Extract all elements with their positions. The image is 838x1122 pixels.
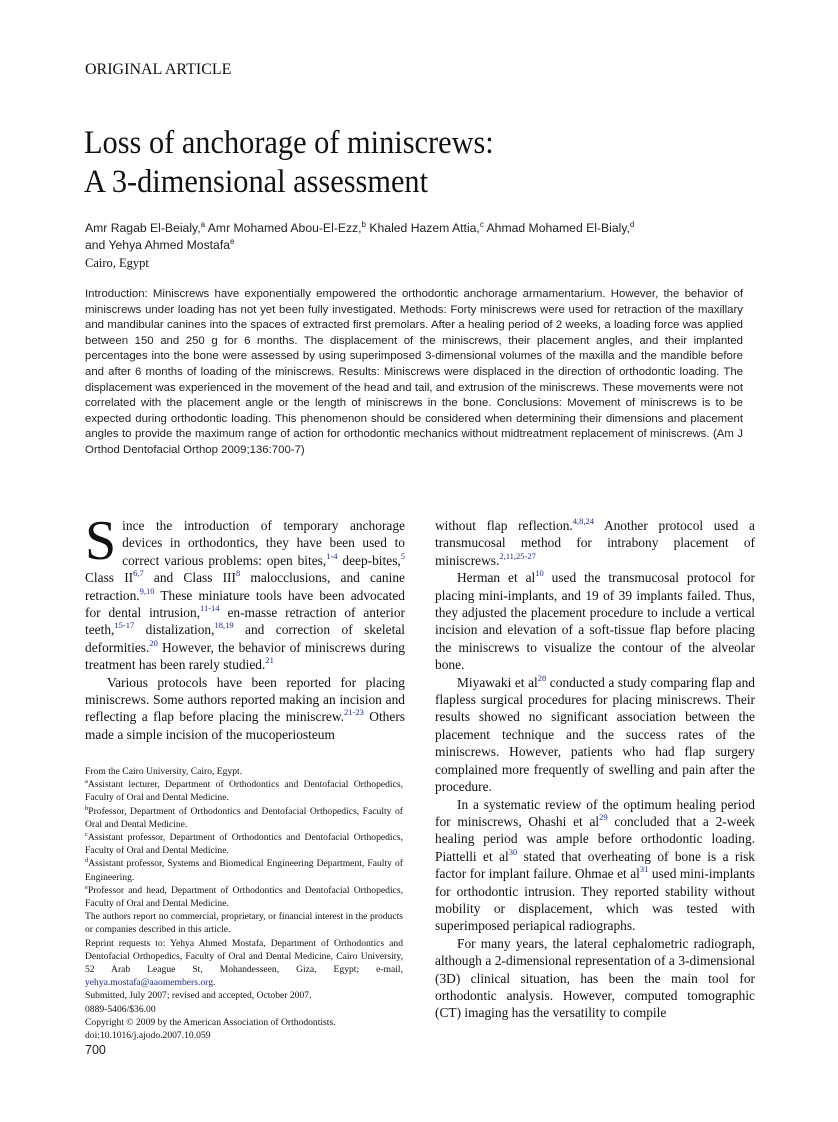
paragraph: without flap reflection.$^{4,8,24}$ Another protocol used a transmucosal method for intrabony placement of miniscrews.$^{2,11,25-27}$ [435, 516, 755, 568]
footnote-affiliation: $^c$Assistant professor, Department of Orthodontics and Dentofacial Orthopedics, Faculty of Oral and Dental Medicine. [85, 831, 403, 857]
paragraph: In a systematic review of the optimum healing period for miniscrews, Ohashi et al$^{29}$ concluded that a 2-week healing period was ample before orthodontic loading. Piattelli et al$^{30}$ stated that overheating of bone is a risk factor for implant failure. Ohmae et al$^{31}$ used mini-implants for orthodontic intrusion. They reported stability without mobility or displacement, which was tested with superimposed periapical radiographs. [435, 796, 755, 934]
author: and Yehya Ahmed Mostafa [85, 238, 231, 252]
citation-link[interactable]: 21 [265, 655, 274, 666]
citation-link[interactable]: 31 [639, 864, 649, 875]
citation-link[interactable]: 21-23 [344, 707, 364, 718]
citation-link[interactable]: 6,7 [133, 568, 144, 579]
author: Khaled Hazem Attia, [369, 221, 480, 235]
paragraph: For many years, the lateral cephalometric radiograph, although a 2-dimensional representation of a 3-dimensional (3D) clinical situation, has been the main tool for orthodontic analysis. However, computed tomographic (CT) imaging has the versatility to compile [435, 935, 755, 1021]
paragraph: Miyawaki et al$^{28}$ conducted a study comparing flap and flapless surgical procedures for placing miniscrews. Their results showed no significant association between the placement technique and the success rates of the miniscrews. However, patients who had flap surgery complained more frequently of swelling and pain after the procedure. [435, 672, 755, 795]
footnote-origin: From the Cairo University, Cairo, Egypt. [85, 766, 243, 777]
affiliation-mark: c [479, 220, 484, 229]
citation-link[interactable]: 30 [508, 846, 518, 857]
author: Amr Ragab El-Beialy, [85, 221, 201, 235]
author-location: Cairo, Egypt [85, 256, 149, 270]
affiliation-mark: d [629, 220, 635, 229]
abstract: Introduction: Miniscrews have exponentially empowered the orthodontic anchorage armamentarium. However, the behavior of miniscrews under loading has not yet been fully investigated. Methods: Forty miniscrews were used for retraction of the maxillary and mandibular canines into the spaces of extracted first premolars. After a healing period of 2 weeks, a loading force was applied between 150 and 250 g for 6 months. The displacement of the miniscrews, their placement angles, and their implanted percentages into the bone were assessed by using superimposed 3-dimensional volumes of the maxilla and the mandible before and after 6 months of loading of the miniscrews. Results: Miniscrews were displaced in the direction of orthodontic loading. The displacement was experienced in the movement of the head and tail, and extrusion of the miniscrews. These movements were not correlated with the placement angle or the length of miniscrews in the bone. Conclusions: Movement of miniscrews is to be expected during orthodontic loading. This phenomenon should be considered when determining their dimensions and placement angles to provide the maximum range of action for orthodontic mechanics without midtreatment replacement of miniscrews. (Am J Orthod Dentofacial Orthop 2009;136:700-7) [85, 288, 743, 456]
body-column-right [435, 517, 755, 1022]
citation-link[interactable]: 15-17 [114, 620, 135, 631]
citation-link[interactable]: 4,8,24 [572, 516, 594, 526]
paragraph: Various protocols have been reported for placing miniscrews. Some authors reported making an incision and reflecting a flap before placing the miniscrew.$^{21-23}$ Others made a simple incision of the mucoperiosteum [85, 674, 405, 742]
citation-link[interactable]: 28 [537, 672, 547, 683]
citation-link[interactable]: 18,19 [214, 620, 234, 631]
footnote-affiliation: $^b$Professor, Department of Orthodontics and Dentofacial Orthopedics, Faculty of Oral and Dental Medicine. [85, 804, 403, 830]
citation-link[interactable]: 10 [535, 568, 544, 579]
affiliation-mark: e [230, 237, 235, 246]
drop-cap: S [85, 510, 117, 572]
citation-link[interactable]: 9,10 [139, 585, 155, 596]
paragraph: Herman et al$^{10}$ used the transmucosal protocol for placing mini-implants, and 19 of 39 implants failed. Thus, they adjusted the placement procedure to include a vertical incision and elevation of a soft-tissue flap before placing the miniscrews to visualize the contour of the alveolar bone. [435, 568, 755, 673]
body-column-left [85, 510, 405, 743]
citation-link[interactable]: 8 [235, 568, 241, 579]
footnote-issn: 0889-5406/$36.00 [85, 1003, 156, 1015]
citation-link[interactable]: 5 [400, 550, 405, 561]
footnotes [85, 765, 403, 1042]
footnote-affiliation: $^a$Assistant lecturer, Department of Orthodontics and Dentofacial Orthopedics, Faculty of Oral and Dental Medicine. [85, 778, 403, 804]
page-number: 700 [85, 1043, 106, 1057]
footnote-reprint: Reprint requests to: Yehya Ahmed Mostafa, Department of Orthodontics and Dentofacial Orthopedics, Faculty of Oral and Dental Medicine, Cairo University, 52 Arab League St, Mohandesseen, Giza, Egypt; e-mail, yehya.mostafa@aaomembers.org. [85, 937, 403, 989]
email-link[interactable]: yehya.mostafa@aaomembers.org [85, 977, 214, 989]
article-title [84, 124, 654, 202]
author: Ahmad Mohamed El-Bialy, [486, 221, 630, 235]
title-line-2: A 3-dimensional assessment [84, 164, 429, 200]
citation-link[interactable]: 29 [599, 811, 608, 822]
author-list [85, 220, 745, 254]
citation-link[interactable]: 20 [149, 637, 158, 648]
footnote-affiliation: $^d$Assistant professor, Systems and Biomedical Engineering Department, Faulty of Engineering. [85, 857, 403, 883]
affiliation-mark: b [361, 220, 366, 229]
title-line-1: Loss of anchorage of miniscrews: [84, 125, 494, 161]
footnote-affiliation: $^e$Professor and head, Department of Orthodontics and Dentofacial Orthopedics, Faculty of Oral and Dental Medicine. [85, 883, 403, 910]
author: Amr Mohamed Abou-El-Ezz, [207, 221, 362, 235]
footnote-disclosure: The authors report no commercial, proprietary, or financial interest in the products or companies described in this article. [85, 911, 403, 936]
citation-link[interactable]: 11-14 [200, 603, 220, 614]
footnote-doi[interactable]: doi:10.1016/j.ajodo.2007.10.059 [85, 1030, 211, 1042]
affiliation-mark: a [200, 220, 206, 229]
citation-link[interactable]: 2,11,25-27 [499, 550, 536, 561]
footnote-submitted: Submitted, July 2007; revised and accepted, October 2007. [85, 990, 312, 1002]
section-label: ORIGINAL ARTICLE [85, 61, 232, 78]
paragraph: Since the introduction of temporary anchorage devices in orthodontics, they have been used to correct various problems: open bites,$^{1-4}$ deep-bites,$^5$ Class II$^{6,7}$ and Class III$^8$ malocclusions, and canine retraction.$^{9,10}$ These miniature tools have been advocated for dental intrusion,$^{11-14}$ en-masse retraction of anterior teeth,$^{15-17}$ distalization,$^{18,19}$ and correction of skeletal deformities.$^{20}$ However, the behavior of miniscrews during treatment has been rarely studied.$^{21}$ [85, 510, 405, 673]
citation-link[interactable]: 1-4 [326, 550, 338, 561]
footnote-copyright: Copyright © 2009 by the American Association of Orthodontists. [85, 1016, 336, 1028]
